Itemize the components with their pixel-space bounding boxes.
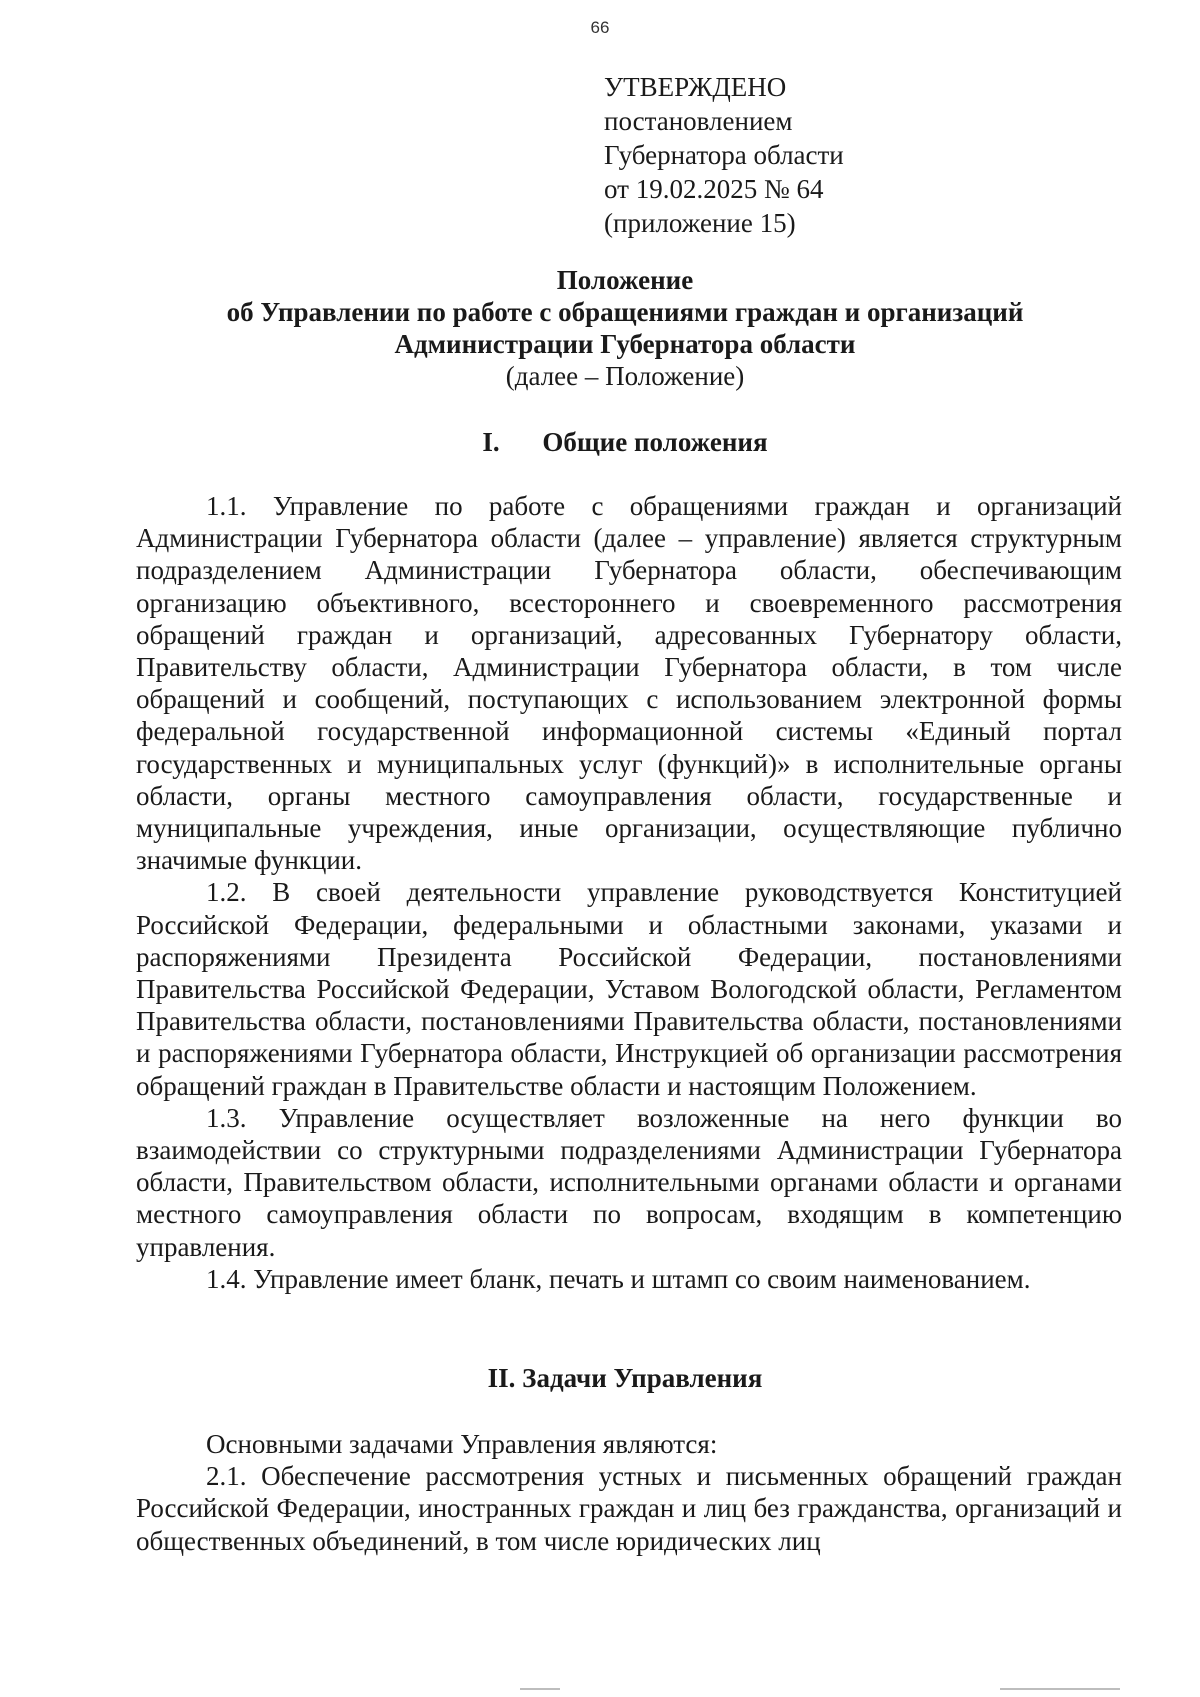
approval-stamp <box>604 70 844 240</box>
scan-artifact <box>520 1688 560 1690</box>
title-line: об Управлении по работе с обращениями граждан и организаций <box>226 297 1024 327</box>
section-heading <box>130 426 1120 458</box>
section-body <box>136 490 1122 1295</box>
page-number: 66 <box>590 18 610 37</box>
title-line: Положение <box>556 265 694 295</box>
paragraph: 2.1. Обеспечение рассмотрения устных и письменных обращений граждан Российской Федерации, иностранных граждан и лиц без гражданства, организаций и общественных объединений, в том числе юридических лиц <box>136 1461 1122 1556</box>
section-heading: II. Задачи Управления <box>487 1363 763 1393</box>
section-title: Общие положения <box>542 427 768 457</box>
approval-line: (приложение 15) <box>604 208 796 238</box>
approval-line: УТВЕРЖДЕНО <box>604 72 787 102</box>
title-note: (далее – Положение) <box>505 361 745 391</box>
approval-line: от 19.02.2025 № 64 <box>604 174 824 204</box>
paragraph: 1.4. Управление имеет бланк, печать и штамп со своим наименованием. <box>206 1263 1031 1294</box>
document-title <box>130 264 1120 392</box>
title-line: Администрации Губернатора области <box>394 329 856 359</box>
paragraph: 1.3. Управление осуществляет возложенные на него функции во взаимодействии со структурными подразделениями Администрации Губернатора области, Правительством области, исполнительными органами области и органами местного самоуправления области по вопросам, входящим в компетенцию управления. <box>136 1102 1122 1262</box>
approval-line: Губернатора области <box>604 140 844 170</box>
section-body <box>136 1428 1122 1557</box>
paragraph: 1.1. Управление по работе с обращениями граждан и организаций Администрации Губернатора области (далее – управление) является структурным подразделением Администрации Губернатора области, обеспечивающим организацию объективного, всестороннего и своевременного рассмотрения обращений граждан и организаций, адресованных Губернатору области, Правительству области, Администрации Губернатора области, в том числе обращений и сообщений, поступающих с использованием электронной формы федеральной государственной информационной системы «Единый портал государственных и муниципальных услуг (функций)» в исполнительные органы области, органы местного самоуправления области, государственные и муниципальные учреждения, иные организации, осуществляющие публично значимые функции. <box>136 491 1122 876</box>
paragraph: Основными задачами Управления являются: <box>206 1429 718 1459</box>
scan-artifact <box>1000 1688 1120 1690</box>
section-number: I. <box>482 427 500 457</box>
paragraph: 1.2. В своей деятельности управление руководствуется Конституцией Российской Федерации, федеральными и областными законами, указами и распоряжениями Президента Российской Федерации, постановлениями Правительства Российской Федерации, Уставом Вологодской области, Регламентом Правительства области, постановлениями Правительства области, постановлениями и распоряжениями Губернатора области, Инструкцией об организации рассмотрения обращений граждан в Правительстве области и настоящим Положением. <box>136 877 1122 1101</box>
approval-line: постановлением <box>604 106 793 136</box>
